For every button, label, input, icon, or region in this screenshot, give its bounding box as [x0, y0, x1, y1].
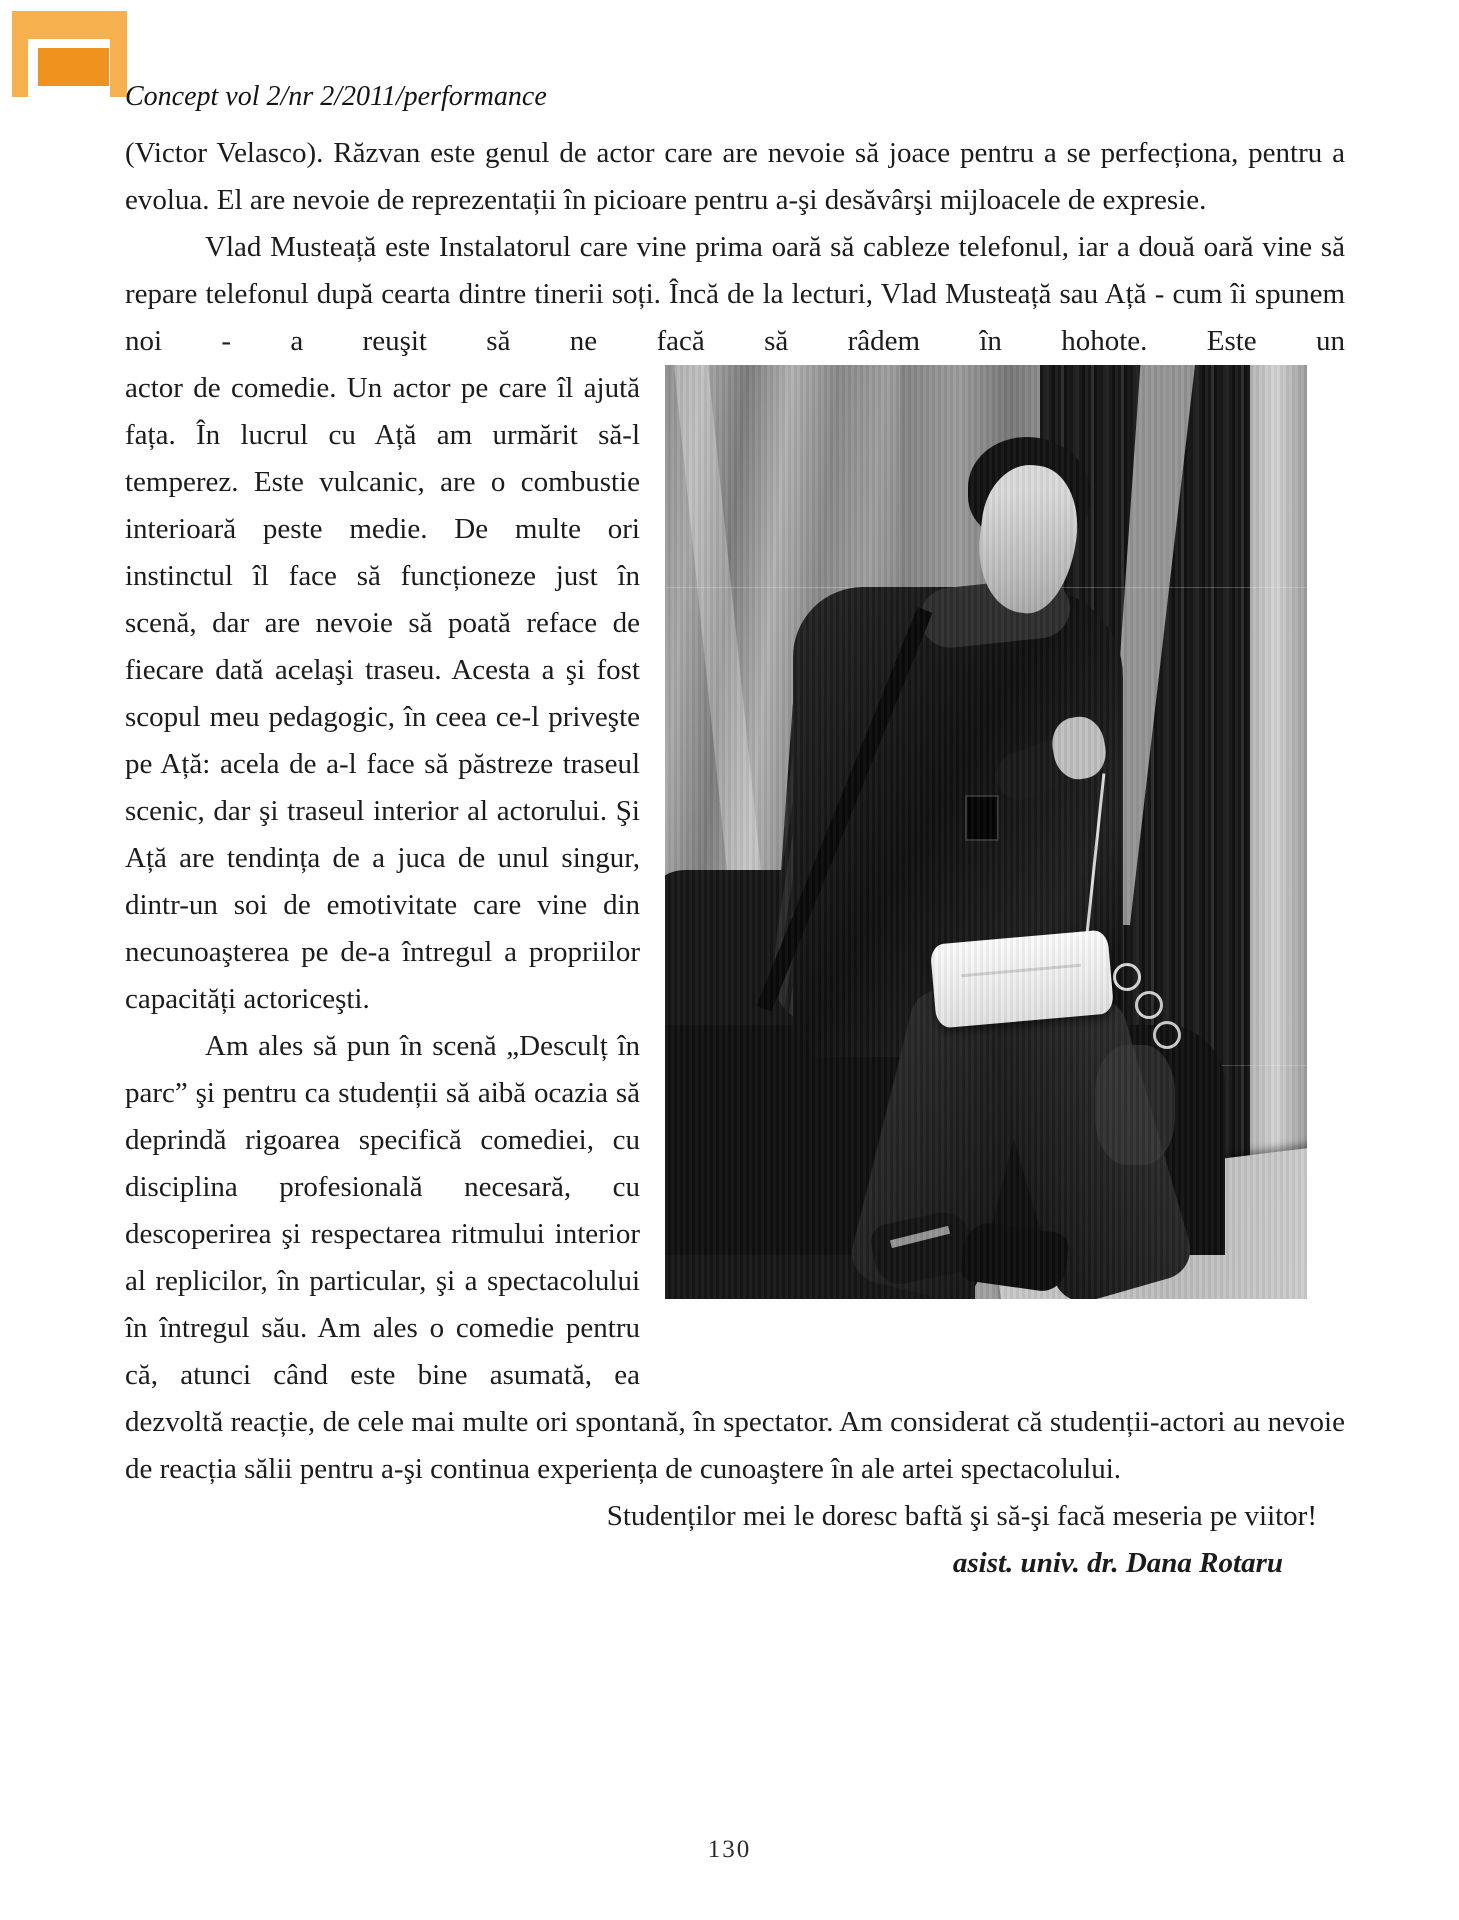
photo-cord-coil-1 — [1113, 963, 1141, 991]
concept-journal-logo — [12, 11, 127, 97]
running-header: Concept vol 2/nr 2/2011/performance — [125, 81, 547, 112]
photo-white-telephone — [930, 929, 1115, 1028]
photo-cord-coil-3 — [1153, 1021, 1181, 1049]
article-content — [125, 0, 1345, 1587]
photo-knee-highlight — [1095, 1045, 1175, 1165]
photo-strap-buckle — [965, 795, 999, 841]
page-number: 130 — [707, 1836, 752, 1863]
paragraph-vlad-wrapped: actor de comedie. Un actor pe care îl ajută fața. În lucrul cu Ață am urmărit să-l temperez. Este vulcanic, are o combustie interioară peste medie. De multe ori instinctul îl face să funcționeze just în scenă, dar are nevoie să poată reface de fiecare dată acelaşi traseu. Acesta a şi fost scopul meu pedagogic, în ceea ce-l priveşte pe Ață: acela de a-l face să păstreze traseul scenic, dar şi traseul interior al actorului. Şi Ață are tendința de a juca de unul singur, dintr-un soi de emotivitate care vine din necunoaşterea pe de-a întregul a propriilor capacități actoriceşti. — [125, 372, 640, 1015]
paragraph-victor-velasco: (Victor Velasco). Răzvan este genul de actor care are nevoie să joace pentru a se perfecționa, pentru a evolua. El are nevoie de reprezentații în picioare pentru a-şi desăvârşi mijloacele de expresie. — [125, 137, 1345, 216]
stage-photo — [665, 365, 1307, 1299]
paragraph-descult-in-parc: Am ales să pun în scenă „Desculț în parc” şi pentru ca studenții să aibă ocazia să deprindă rigoarea specifică comediei, cu disciplina profesională necesară, cu descoperirea şi respectarea ritmului interior al replicilor, în particular, şi a spectacolului în întregul său. Am ales o comedie pentru că, atunci când este bine asumată, ea dezvoltă reacție, de cele mai multe ori spontană, în spectator. Am considerat că studenții-actori au nevoie de reacția sălii pentru a-şi continua experiența de cunoaştere în ale artei spectacolului. — [125, 1030, 1345, 1485]
closing-line: Studenților mei le doresc baftă şi să-şi facă meseria pe viitor! — [606, 1500, 1317, 1532]
photo-cord-coil-2 — [1135, 991, 1163, 1019]
logo-inner-rect — [38, 48, 109, 86]
paragraph-vlad-intro: Vlad Musteață este Instalatorul care vine prima oară să cableze telefonul, iar a două oară vine să repare telefonul după cearta dintre tinerii soți. Încă de la lecturi, Vlad Musteață sau Ață - cum îi spunem noi - a reuşit să ne facă să râdem în hohote. Este un — [125, 231, 1345, 357]
author-signature: asist. univ. dr. Dana Rotaru — [952, 1547, 1283, 1579]
